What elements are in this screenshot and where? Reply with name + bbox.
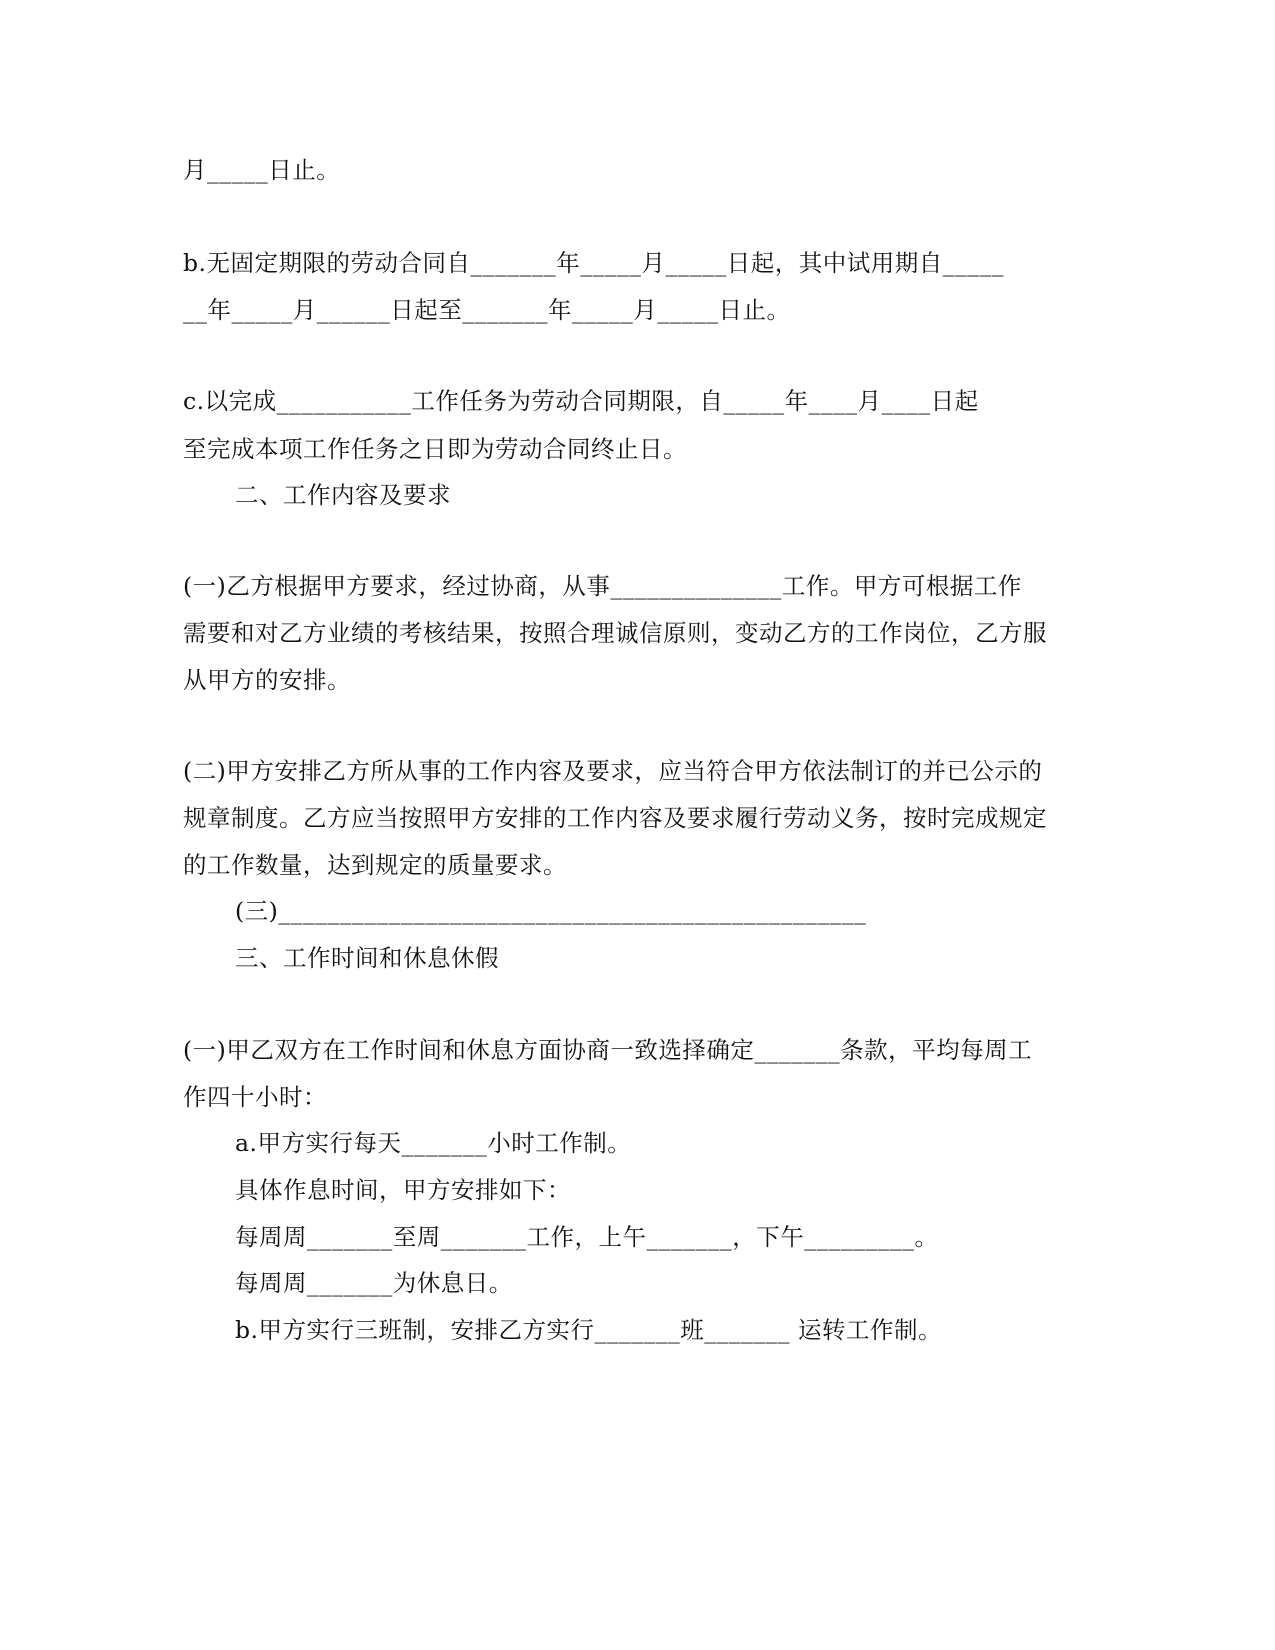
- text-line: (一)甲乙双方在工作时间和休息方面协商一致选择确定_______条款，平均每周工: [183, 1036, 1033, 1064]
- text-line: 规章制度。乙方应当按照甲方安排的工作内容及要求履行劳动义务，按时完成规定: [183, 804, 1047, 832]
- text-line: 每周周_______至周_______工作，上午_______，下午_________。: [235, 1223, 939, 1251]
- text-line: b.甲方实行三班制，安排乙方实行_______班_______ 运转工作制。: [235, 1316, 942, 1344]
- text-line: (一)乙方根据甲方要求，经过协商，从事______________工作。甲方可根据工作: [183, 572, 1022, 600]
- text-line: 月_____日止。: [183, 156, 341, 184]
- section-heading: 二、工作内容及要求: [235, 481, 451, 509]
- text-line: 的工作数量，达到规定的质量要求。: [183, 851, 567, 879]
- text-line: a.甲方实行每天_______小时工作制。: [235, 1129, 632, 1157]
- text-line: 具体作息时间，甲方安排如下：: [235, 1176, 571, 1204]
- text-line: (三)________________________________________________: [235, 897, 867, 925]
- text-line: 至完成本项工作任务之日即为劳动合同终止日。: [183, 435, 687, 463]
- text-line: 每周周_______为休息日。: [235, 1269, 513, 1297]
- text-line: __年_____月______日起至_______年_____月_____日止。: [183, 296, 791, 324]
- text-line: c.以完成___________工作任务为劳动合同期限，自_____年____月____日起: [183, 387, 979, 415]
- text-line: 作四十小时：: [183, 1083, 327, 1111]
- text-line: 需要和对乙方业绩的考核结果，按照合理诚信原则，变动乙方的工作岗位，乙方服: [183, 619, 1047, 647]
- text-line: b.无固定期限的劳动合同自_______年_____月_____日起，其中试用期自_____: [183, 249, 1005, 277]
- section-heading: 三、工作时间和休息休假: [235, 944, 499, 972]
- text-line: 从甲方的安排。: [183, 666, 351, 694]
- text-line: (二)甲方安排乙方所从事的工作内容及要求，应当符合甲方依法制订的并已公示的: [183, 757, 1043, 785]
